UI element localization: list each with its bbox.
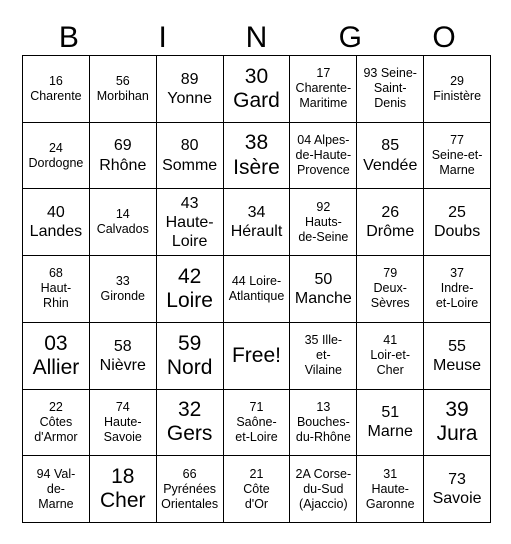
bingo-cell[interactable]: 13 Bouches- du-Rhône <box>290 390 357 457</box>
bingo-cell[interactable]: 89 Yonne <box>157 56 224 123</box>
bingo-cell[interactable]: 31 Haute- Garonne <box>357 456 424 523</box>
bingo-cell[interactable]: 93 Seine- Saint- Denis <box>357 56 424 123</box>
bingo-cell[interactable]: 58 Nièvre <box>90 323 157 390</box>
bingo-cell[interactable]: 51 Marne <box>357 390 424 457</box>
bingo-cell[interactable]: 41 Loir-et- Cher <box>357 323 424 390</box>
bingo-cell[interactable]: 34 Hérault <box>224 189 291 256</box>
bingo-cell[interactable]: 43 Haute- Loire <box>157 189 224 256</box>
bingo-cell[interactable]: 24 Dordogne <box>23 123 90 190</box>
bingo-cell[interactable]: 14 Calvados <box>90 189 157 256</box>
bingo-cell[interactable]: 26 Drôme <box>357 189 424 256</box>
bingo-cell[interactable]: 42 Loire <box>157 256 224 323</box>
bingo-cell[interactable]: 55 Meuse <box>424 323 491 390</box>
bingo-cell[interactable]: 68 Haut- Rhin <box>23 256 90 323</box>
bingo-cell[interactable]: 29 Finistère <box>424 56 491 123</box>
bingo-cell[interactable]: 79 Deux- Sèvres <box>357 256 424 323</box>
bingo-cell[interactable]: 25 Doubs <box>424 189 491 256</box>
bingo-cell[interactable]: 33 Gironde <box>90 256 157 323</box>
bingo-cell[interactable]: 39 Jura <box>424 390 491 457</box>
bingo-cell[interactable]: 94 Val- de- Marne <box>23 456 90 523</box>
bingo-cell[interactable]: 71 Saône- et-Loire <box>224 390 291 457</box>
bingo-cell[interactable]: 35 Ille- et- Vilaine <box>290 323 357 390</box>
header-letter-n: N <box>245 21 268 54</box>
bingo-cell[interactable]: 16 Charente <box>23 56 90 123</box>
bingo-cell[interactable]: 50 Manche <box>290 256 357 323</box>
bingo-cell[interactable]: 80 Somme <box>157 123 224 190</box>
bingo-cell[interactable]: 44 Loire- Atlantique <box>224 256 291 323</box>
bingo-cell[interactable]: 59 Nord <box>157 323 224 390</box>
bingo-cell[interactable]: 73 Savoie <box>424 456 491 523</box>
bingo-cell[interactable]: 38 Isère <box>224 123 291 190</box>
header-letter-g: G <box>338 21 362 54</box>
bingo-cell[interactable]: 17 Charente- Maritime <box>290 56 357 123</box>
bingo-cell[interactable]: 22 Côtes d'Armor <box>23 390 90 457</box>
bingo-cell[interactable]: 18 Cher <box>90 456 157 523</box>
bingo-cell[interactable]: 69 Rhône <box>90 123 157 190</box>
bingo-cell[interactable]: 92 Hauts- de-Seine <box>290 189 357 256</box>
bingo-cell[interactable]: 66 Pyrénées Orientales <box>157 456 224 523</box>
bingo-cell[interactable]: 30 Gard <box>224 56 291 123</box>
bingo-cell[interactable]: 85 Vendée <box>357 123 424 190</box>
bingo-cell[interactable]: 77 Seine-et- Marne <box>424 123 491 190</box>
bingo-cell[interactable]: 21 Côte d'Or <box>224 456 291 523</box>
header-letter-i: I <box>158 21 167 54</box>
bingo-cell[interactable]: 2A Corse- du-Sud (Ajaccio) <box>290 456 357 523</box>
bingo-header <box>22 20 491 56</box>
bingo-cell[interactable]: 32 Gers <box>157 390 224 457</box>
bingo-cell[interactable]: 04 Alpes- de-Haute- Provence <box>290 123 357 190</box>
free-space-cell[interactable]: Free! <box>224 323 291 390</box>
header-letter-b: B <box>58 21 79 54</box>
bingo-cell[interactable]: 37 Indre- et-Loire <box>424 256 491 323</box>
header-letter-o: O <box>432 21 456 54</box>
bingo-cell[interactable]: 56 Morbihan <box>90 56 157 123</box>
bingo-cell[interactable]: 74 Haute- Savoie <box>90 390 157 457</box>
bingo-cell[interactable]: 40 Landes <box>23 189 90 256</box>
bingo-board <box>22 55 491 523</box>
bingo-cell[interactable]: 03 Allier <box>23 323 90 390</box>
